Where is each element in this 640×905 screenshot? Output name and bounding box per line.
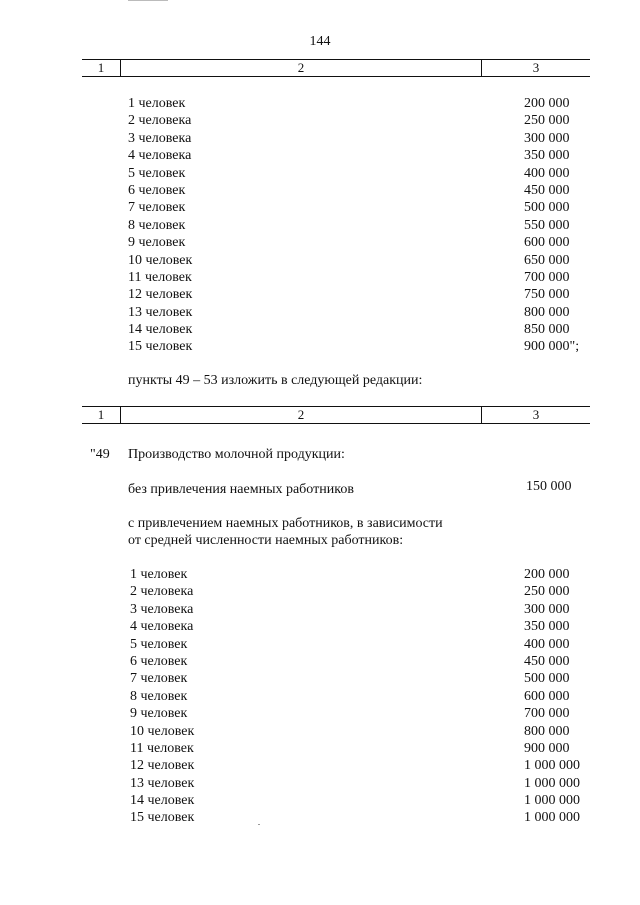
column-3-header: 3	[482, 60, 591, 77]
column-1-header: 1	[82, 407, 121, 424]
column-1-header: 1	[82, 60, 121, 77]
headcount-label: 6 человек	[128, 182, 186, 198]
list-item	[130, 636, 600, 653]
no-workers-label: без привлечения наемных работников	[128, 482, 354, 497]
amount-value: 350 000	[524, 619, 570, 635]
list-item	[128, 269, 598, 286]
list-item	[130, 670, 600, 687]
headcount-label: 8 человек	[130, 688, 188, 704]
amount-value: 500 000	[524, 671, 570, 687]
headcount-label: 6 человек	[130, 653, 188, 669]
list-item	[130, 792, 600, 809]
headcount-label: 11 человек	[130, 740, 194, 756]
headcount-label: 15 человек	[128, 339, 193, 355]
headcount-label: 5 человек	[128, 165, 186, 181]
column-2-header: 2	[121, 407, 482, 424]
amount-value: 450 000	[524, 182, 570, 198]
amount-value: 550 000	[524, 217, 570, 233]
list-item	[130, 583, 600, 600]
headcount-label: 3 человека	[128, 130, 192, 146]
list-item	[130, 775, 600, 792]
employee-tariff-list-1	[128, 95, 598, 356]
list-item	[128, 130, 598, 147]
list-item	[130, 601, 600, 618]
list-item	[130, 705, 600, 722]
list-item	[128, 165, 598, 182]
headcount-label: 1 человек	[128, 96, 186, 111]
list-item	[128, 252, 598, 269]
employee-tariff-list-2	[130, 566, 600, 827]
headcount-label: 9 человек	[130, 706, 188, 722]
item-title: Производство молочной продукции:	[128, 447, 345, 462]
list-item	[128, 217, 598, 234]
headcount-label: 4 человека	[130, 619, 194, 635]
list-item	[128, 112, 598, 129]
amount-value: 1 000 000	[524, 810, 580, 826]
list-item	[130, 688, 600, 705]
amount-value: 1 000 000	[524, 775, 580, 791]
headcount-label: 8 человек	[128, 217, 186, 233]
amendment-text: пункты 49 – 53 изложить в следующей редакции:	[128, 373, 423, 388]
amount-value: 600 000	[524, 688, 570, 704]
headcount-label: 15 человек	[130, 810, 195, 826]
amount-value: 300 000	[524, 130, 570, 146]
list-item	[130, 757, 600, 774]
amount-value: 900 000";	[524, 339, 580, 355]
scan-edge-line	[128, 0, 168, 1]
amount-value: 200 000	[524, 96, 570, 111]
amount-value: 500 000	[524, 200, 570, 216]
headcount-label: 7 человек	[130, 671, 188, 687]
headcount-label: 9 человек	[128, 235, 186, 251]
list-item	[128, 182, 598, 199]
table-header-top	[82, 59, 590, 77]
list-item	[130, 740, 600, 757]
amount-value: 600 000	[524, 235, 570, 251]
amount-value: 850 000	[524, 322, 570, 338]
list-item	[128, 338, 598, 355]
list-item	[130, 566, 600, 583]
list-item	[128, 321, 598, 338]
headcount-label: 2 человека	[128, 113, 192, 129]
amount-value: 650 000	[524, 252, 570, 268]
no-workers-value: 150 000	[526, 479, 572, 494]
amount-value: 250 000	[524, 113, 570, 129]
page-number: 144	[309, 34, 331, 49]
amount-value: 400 000	[524, 165, 570, 181]
list-item	[128, 286, 598, 303]
list-item	[128, 147, 598, 164]
amount-value: 800 000	[524, 304, 570, 320]
amount-value: 800 000	[524, 723, 570, 739]
column-3-header: 3	[482, 407, 591, 424]
with-workers-line-2: от средней численности наемных работников:	[128, 533, 404, 548]
with-workers-line-1: с привлечением наемных работников, в зависимости	[128, 516, 443, 531]
headcount-label: 10 человек	[128, 252, 193, 268]
amount-value: 1 000 000	[524, 793, 580, 809]
amount-value: 900 000	[524, 740, 570, 756]
headcount-label: 13 человек	[130, 775, 195, 791]
scan-speck	[258, 824, 260, 825]
headcount-label: 2 человека	[130, 584, 194, 600]
list-item	[128, 234, 598, 251]
list-item	[128, 95, 598, 112]
amount-value: 250 000	[524, 584, 570, 600]
headcount-label: 11 человек	[128, 269, 192, 285]
list-item	[130, 653, 600, 670]
amount-value: 750 000	[524, 287, 570, 303]
headcount-label: 4 человека	[128, 148, 192, 164]
headcount-label: 12 человек	[130, 758, 195, 774]
list-item	[130, 809, 600, 826]
list-item	[128, 304, 598, 321]
amount-value: 700 000	[524, 269, 570, 285]
headcount-label: 3 человека	[130, 601, 194, 617]
headcount-label: 14 человек	[128, 322, 193, 338]
headcount-label: 7 человек	[128, 200, 186, 216]
amount-value: 1 000 000	[524, 758, 580, 774]
headcount-label: 1 человек	[130, 567, 188, 582]
column-2-header: 2	[121, 60, 482, 77]
amount-value: 450 000	[524, 653, 570, 669]
table-header-bottom	[82, 406, 590, 424]
amount-value: 700 000	[524, 706, 570, 722]
headcount-label: 10 человек	[130, 723, 195, 739]
list-item	[130, 618, 600, 635]
headcount-label: 14 человек	[130, 793, 195, 809]
list-item	[128, 199, 598, 216]
headcount-label: 12 человек	[128, 287, 193, 303]
amount-value: 200 000	[524, 567, 570, 582]
amount-value: 400 000	[524, 636, 570, 652]
amount-value: 300 000	[524, 601, 570, 617]
headcount-label: 5 человек	[130, 636, 188, 652]
headcount-label: 13 человек	[128, 304, 193, 320]
item-number: "49	[90, 447, 110, 462]
list-item	[130, 723, 600, 740]
amount-value: 350 000	[524, 148, 570, 164]
